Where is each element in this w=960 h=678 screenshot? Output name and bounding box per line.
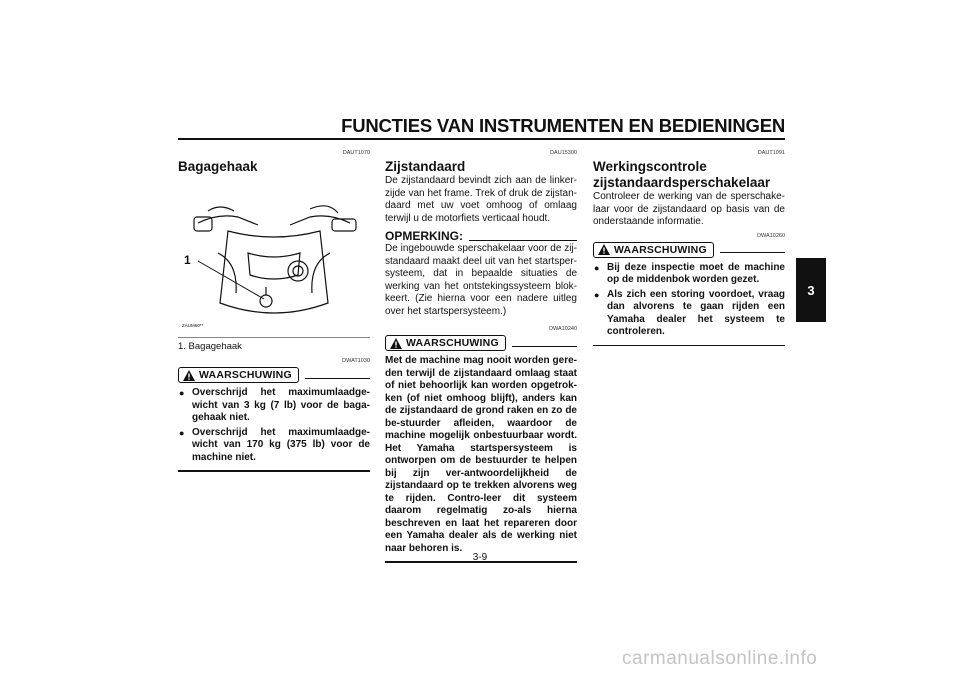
warning-code: DWAT1030: [342, 358, 370, 364]
warning-label: WAARSCHUWING: [614, 243, 707, 256]
warning-triangle-icon: [390, 338, 402, 349]
chapter-tab: 3: [796, 258, 826, 322]
warning-triangle-icon: [598, 244, 610, 255]
warning-header: [178, 367, 370, 383]
warning-item: ● Bij deze inspectie moet de machine op de middenbok worden gezet.: [593, 262, 785, 287]
note-label: OPMERKING:: [385, 229, 463, 243]
warning-body: Met de machine mag nooit worden gere-den terwijl de zijstandaard omlaag staat of niet behoorlijk kan worden opgetrok-ken (of niet omhoog blijft), anders kan de zijstandaard de grond raken en zo de be-stuurder afleiden, waardoor de machine mogelijk onbestuurbaar wordt. Het Yamaha startspersysteem is ontworpen om de bestuurder te helpen bij zijn ver-antwoordelijkheid de zijstandaard op te trekken alvorens weg te rijden. Contro-leer dit systeem daarom regelmatig zo-als hierna beschreven en laat het repareren door een Yamaha dealer als de werking niet naar behoren is.: [385, 355, 577, 554]
page-number: 3-9: [472, 552, 488, 563]
note-header: [385, 229, 577, 243]
warning-badge: [593, 242, 714, 258]
warning-rule: [305, 378, 370, 379]
warning-rule: [512, 346, 577, 347]
bagagehaak-figure: [178, 183, 370, 333]
page-header-title: FUNCTIES VAN INSTRUMENTEN EN BEDIENINGEN: [341, 115, 785, 136]
warning-code: DWA10260: [757, 232, 785, 239]
warning-label: WAARSCHUWING: [199, 369, 292, 381]
watermark: carmanualsonline.info: [622, 648, 818, 669]
note-body: De ingebouwde sperschakelaar voor de zij-standaard maakt deel uit van het startsper-systeem, dat in bepaalde situaties de werking van het ontstekingssysteem blok-keert. (Zie hierna voor een nadere uitleg over het startspersysteem.): [385, 243, 577, 317]
section-title: Bagagehaak: [178, 159, 258, 174]
section-body: Controleer de werking van de sperschake-laar voor de zijstandaard op basis van de onderstaande informatie.: [593, 191, 785, 227]
column-bagagehaak: [178, 150, 370, 472]
warning-badge: [178, 367, 299, 383]
section-body: De zijstandaard bevindt zich aan de linker-zijde van het frame. Trek of druk de zijstan-daard met uw voet omhoog of omlaag terwijl u de motorfiets verticaal houdt.: [385, 175, 577, 224]
warning-item: ● Overschrijd het maximumlaadge-wicht van 3 kg (7 lb) voor de baga-gehaak niet.: [178, 387, 370, 425]
section-code: DAUT1070: [342, 150, 370, 156]
warning-label: WAARSCHUWING: [406, 337, 499, 349]
warning-end-rule: [593, 345, 785, 347]
warning-badge: [385, 335, 506, 351]
warning-end-rule: [178, 470, 370, 472]
figure-caption: 1. Bagagehaak: [178, 337, 370, 352]
warning-list: [593, 262, 785, 339]
warning-header: [593, 242, 785, 258]
warning-list: [178, 387, 370, 464]
warning-item: ● Overschrijd het maximumlaadge-wicht van 170 kg (375 lb) voor de machine niet.: [178, 427, 370, 465]
column-zijstandaard: [385, 150, 577, 563]
callout-number: 1: [184, 253, 191, 267]
section-title: Werkingscontrole zijstandaardsperschakelaar: [593, 159, 771, 190]
section-code: DAUT1091: [757, 150, 785, 156]
figure-code: ZAUM60**: [182, 323, 204, 328]
column-werkingscontrole: [593, 150, 785, 346]
header-rule: [178, 138, 785, 140]
section-title: Zijstandaard: [385, 159, 466, 174]
warning-triangle-icon: [183, 370, 195, 381]
scooter-illustration: [178, 183, 370, 333]
warning-item: ● Als zich een storing voordoet, vraag dan alvorens te gaan rijden een Yamaha dealer het systeem te controleren.: [593, 289, 785, 339]
warning-code: DWA10240: [549, 326, 577, 332]
note-rule: [469, 240, 577, 241]
warning-header: [385, 335, 577, 351]
warning-rule: [720, 252, 785, 253]
section-code: DAU15300: [550, 150, 577, 156]
